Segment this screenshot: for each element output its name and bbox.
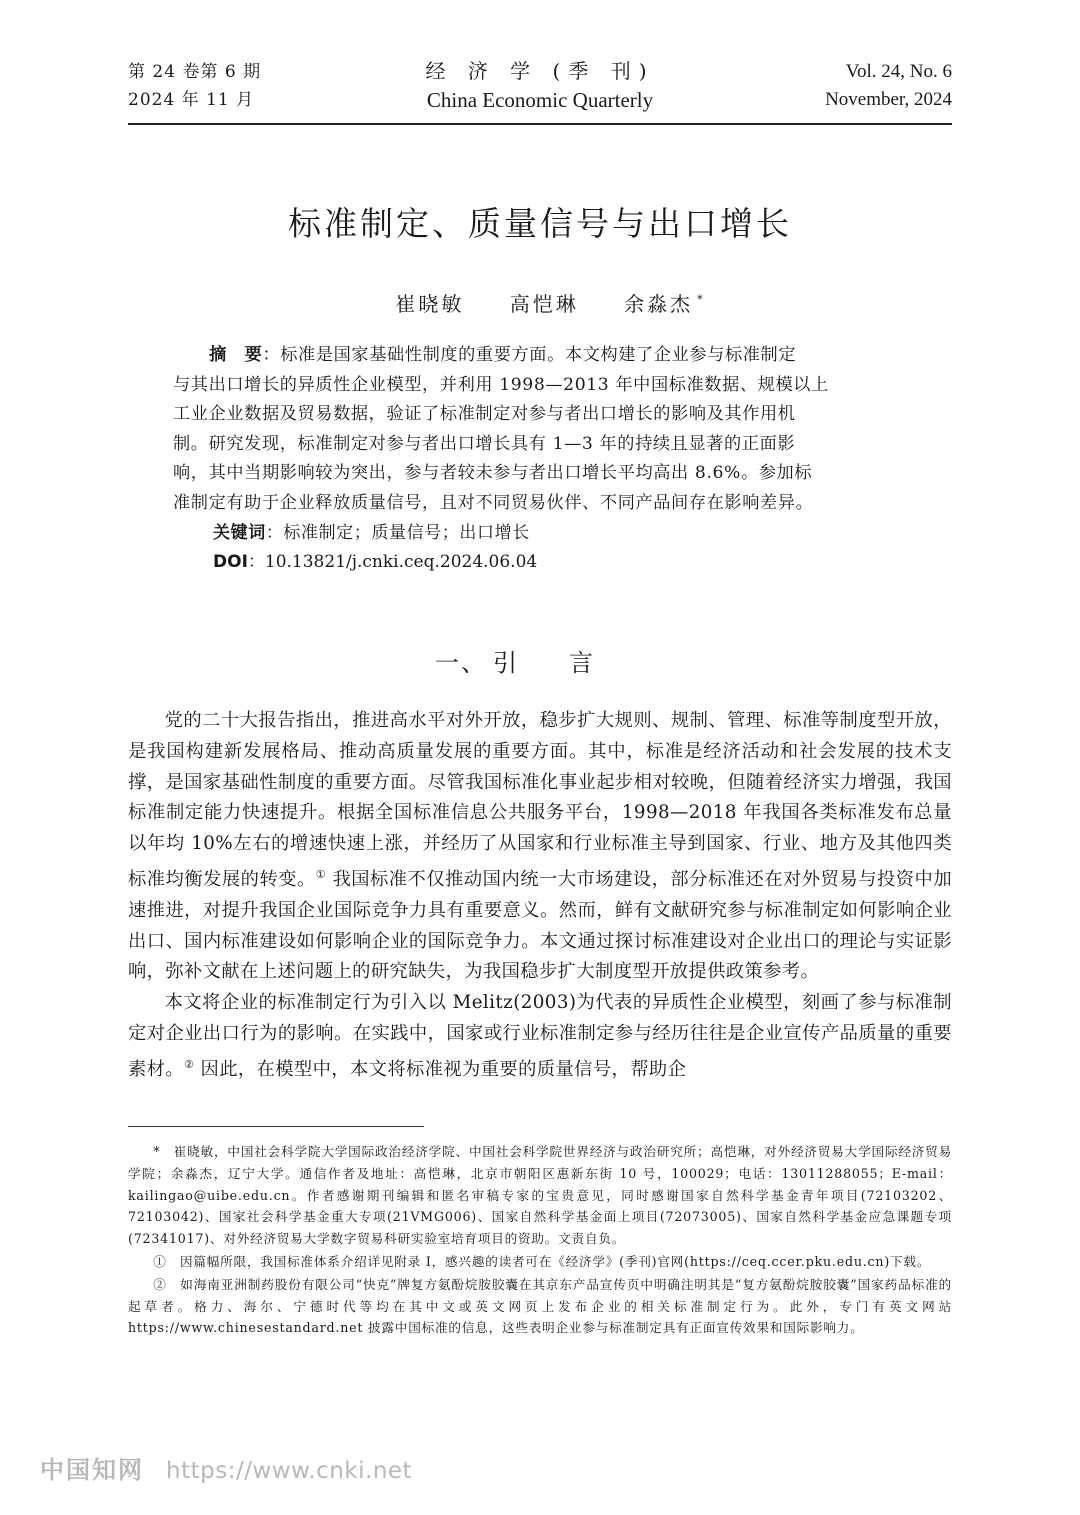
abstract: [173, 341, 908, 519]
footnotes: [128, 1141, 952, 1340]
footnote-ref-1: ①: [315, 867, 327, 881]
footnote-ref-2: ②: [184, 1057, 195, 1071]
paragraph-1: 党的二十大报告指出，推进高水平对外开放，稳步扩大规则、规制、管理、标准等制度型开放，是我国构建新发展格局、推动高质量发展的重要方面。其中，标准是经济活动和社会发展的技术支撑，是国家基础性制度的重要方面。尽管我国标准化事业起步相对较晚，但随着经济实力增强，我国标准制定能力快速提升。根据全国标准信息公共服务平台，1998—2018 年我国各类标准发布总量以年均 10%左右的增速快速上涨，并经历了从国家和行业标准主导到国家、行业、地方及其他四类标准均衡发展的转变。① 我国标准不仅推动国内统一大市场建设，部分标准还在对外贸易与投资中加速推进，对提升我国企业国际竞争力具有重要意义。然而，鲜有文献研究参与标准制定如何影响企业出口、国内标准建设如何影响企业的国际竞争力。本文通过探讨标准建设对企业出口的理论与实证影响，弥补文献在上述问题上的研究缺失，为我国稳步扩大制度型开放提供政策参考。: [128, 710, 952, 983]
watermark-url: https://www.cnki.net: [166, 1458, 413, 1484]
journal-name-en: China Economic Quarterly: [426, 88, 654, 112]
abstract-label: 摘 要: [209, 345, 263, 365]
paragraph-2: 本文将企业的标准制定行为引入以 Melitz(2003)为代表的异质性企业模型，刻画了参与标准制定对企业出口行为的影响。在实践中，国家或行业标准制定参与经历往往是企业宣传产品质量的重要素材。② 因此，在模型中，本文将标准视为重要的质量信号，帮助企: [128, 992, 952, 1080]
section-title: 引言: [493, 649, 645, 677]
author-3: 余淼杰: [624, 292, 694, 316]
abstract-line-2: 与其出口增长的异质性企业模型，并利用 1998—2013 年中国标准数据、规模以上: [173, 374, 829, 395]
keywords-label: 关键词: [213, 523, 266, 543]
abstract-line-5: 响，其中当期影响较为突出，参与者较未参与者出口增长平均高出 8.6%。参加标: [173, 463, 813, 484]
footnote-author: * 崔晓敏，中国社会科学院大学国际政治经济学院、中国社会科学院世界经济与政治研究所；高恺琳，对外经济贸易大学国际经济贸易学院；余淼杰，辽宁大学。通信作者及地址：高恺琳，北京市朝阳区惠新东街 10 号，100029；电话：13011288055；E-mail：kailingao@uibe.edu.cn。作者感谢期刊编辑和匿名审稿专家的宝贵意见，同时感谢国家自然科学基金青年项目(72103202、72103042)、国家社会科学基金重大专项(21VMG006)、国家自然科学基金面上项目(72073005)、国家自然科学基金应急课题专项(72341017)、对外经济贸易大学数字贸易科研实验室培育项目的资助。文责自负。: [128, 1144, 952, 1247]
doi-text: ：10.13821/j.cnki.ceq.2024.06.04: [247, 552, 538, 572]
volume-issue-cn: 第 24 卷第 6 期: [128, 62, 262, 82]
footnote-rule: [128, 1126, 424, 1127]
keywords: [213, 519, 530, 547]
header-rule: [128, 123, 952, 125]
cnki-watermark: [40, 1450, 412, 1485]
body-text: [128, 706, 952, 1086]
footnote-1: ① 因篇幅所限，我国标准体系介绍详见附录 I，感兴趣的读者可在《经济学》(季刊)官网(https://ceq.ccer.pku.edu.cn)下载。: [153, 1253, 931, 1269]
doi: [213, 548, 537, 576]
running-header: [128, 58, 952, 124]
volume-issue-en: Vol. 24, No. 6: [845, 61, 952, 82]
watermark-brand: 中国知网: [40, 1456, 144, 1484]
keywords-text: ：标准制定；质量信号；出口增长: [265, 523, 530, 543]
abstract-line-1: 摘 要：标准是国家基础性制度的重要方面。本文构建了企业参与标准制定: [209, 345, 797, 365]
abstract-line-3: 工业企业数据及贸易数据，验证了标准制定对参与者出口增长的影响及其作用机: [173, 404, 796, 425]
date-cn: 2024 年 11 月: [128, 90, 255, 110]
journal-name-cn: 经 济 学 (季 刊): [425, 59, 655, 83]
issue-info-en: [825, 58, 952, 114]
author-footnote-mark: *: [697, 293, 703, 306]
section-heading: [0, 643, 1080, 678]
abstract-line-6: 准制定有助于企业释放质量信号，且对不同贸易伙伴、不同产品间存在影响差异。: [173, 492, 814, 513]
author-1: 崔晓敏: [395, 292, 465, 316]
author-2: 高恺琳: [509, 292, 579, 316]
doi-label: DOI: [213, 552, 248, 572]
abstract-line-4: 制。研究发现，标准制定对参与者出口增长具有 1—3 年的持续且显著的正面影: [173, 433, 796, 454]
date-en: November, 2024: [825, 89, 952, 110]
footnote-2: ② 如海南亚洲制药股份有限公司“快克”牌复方氨酚烷胺胶囊在其京东产品宣传页中明确注明其是“复方氨酚烷胺胶囊”国家药品标准的起草者。格力、海尔、宁德时代等均在其中文或英文网页上发布企业的相关标准制定行为。此外，专门有英文网站 https://www.chinesestandard.net 披露中国标准的信息，这些表明企业参与标准制定具有正面宣传效果和国际影响力。: [128, 1276, 952, 1336]
author-list: [0, 288, 1080, 317]
article-title: 标准制定、质量信号与出口增长: [288, 204, 792, 243]
section-number: 一、: [435, 649, 487, 677]
